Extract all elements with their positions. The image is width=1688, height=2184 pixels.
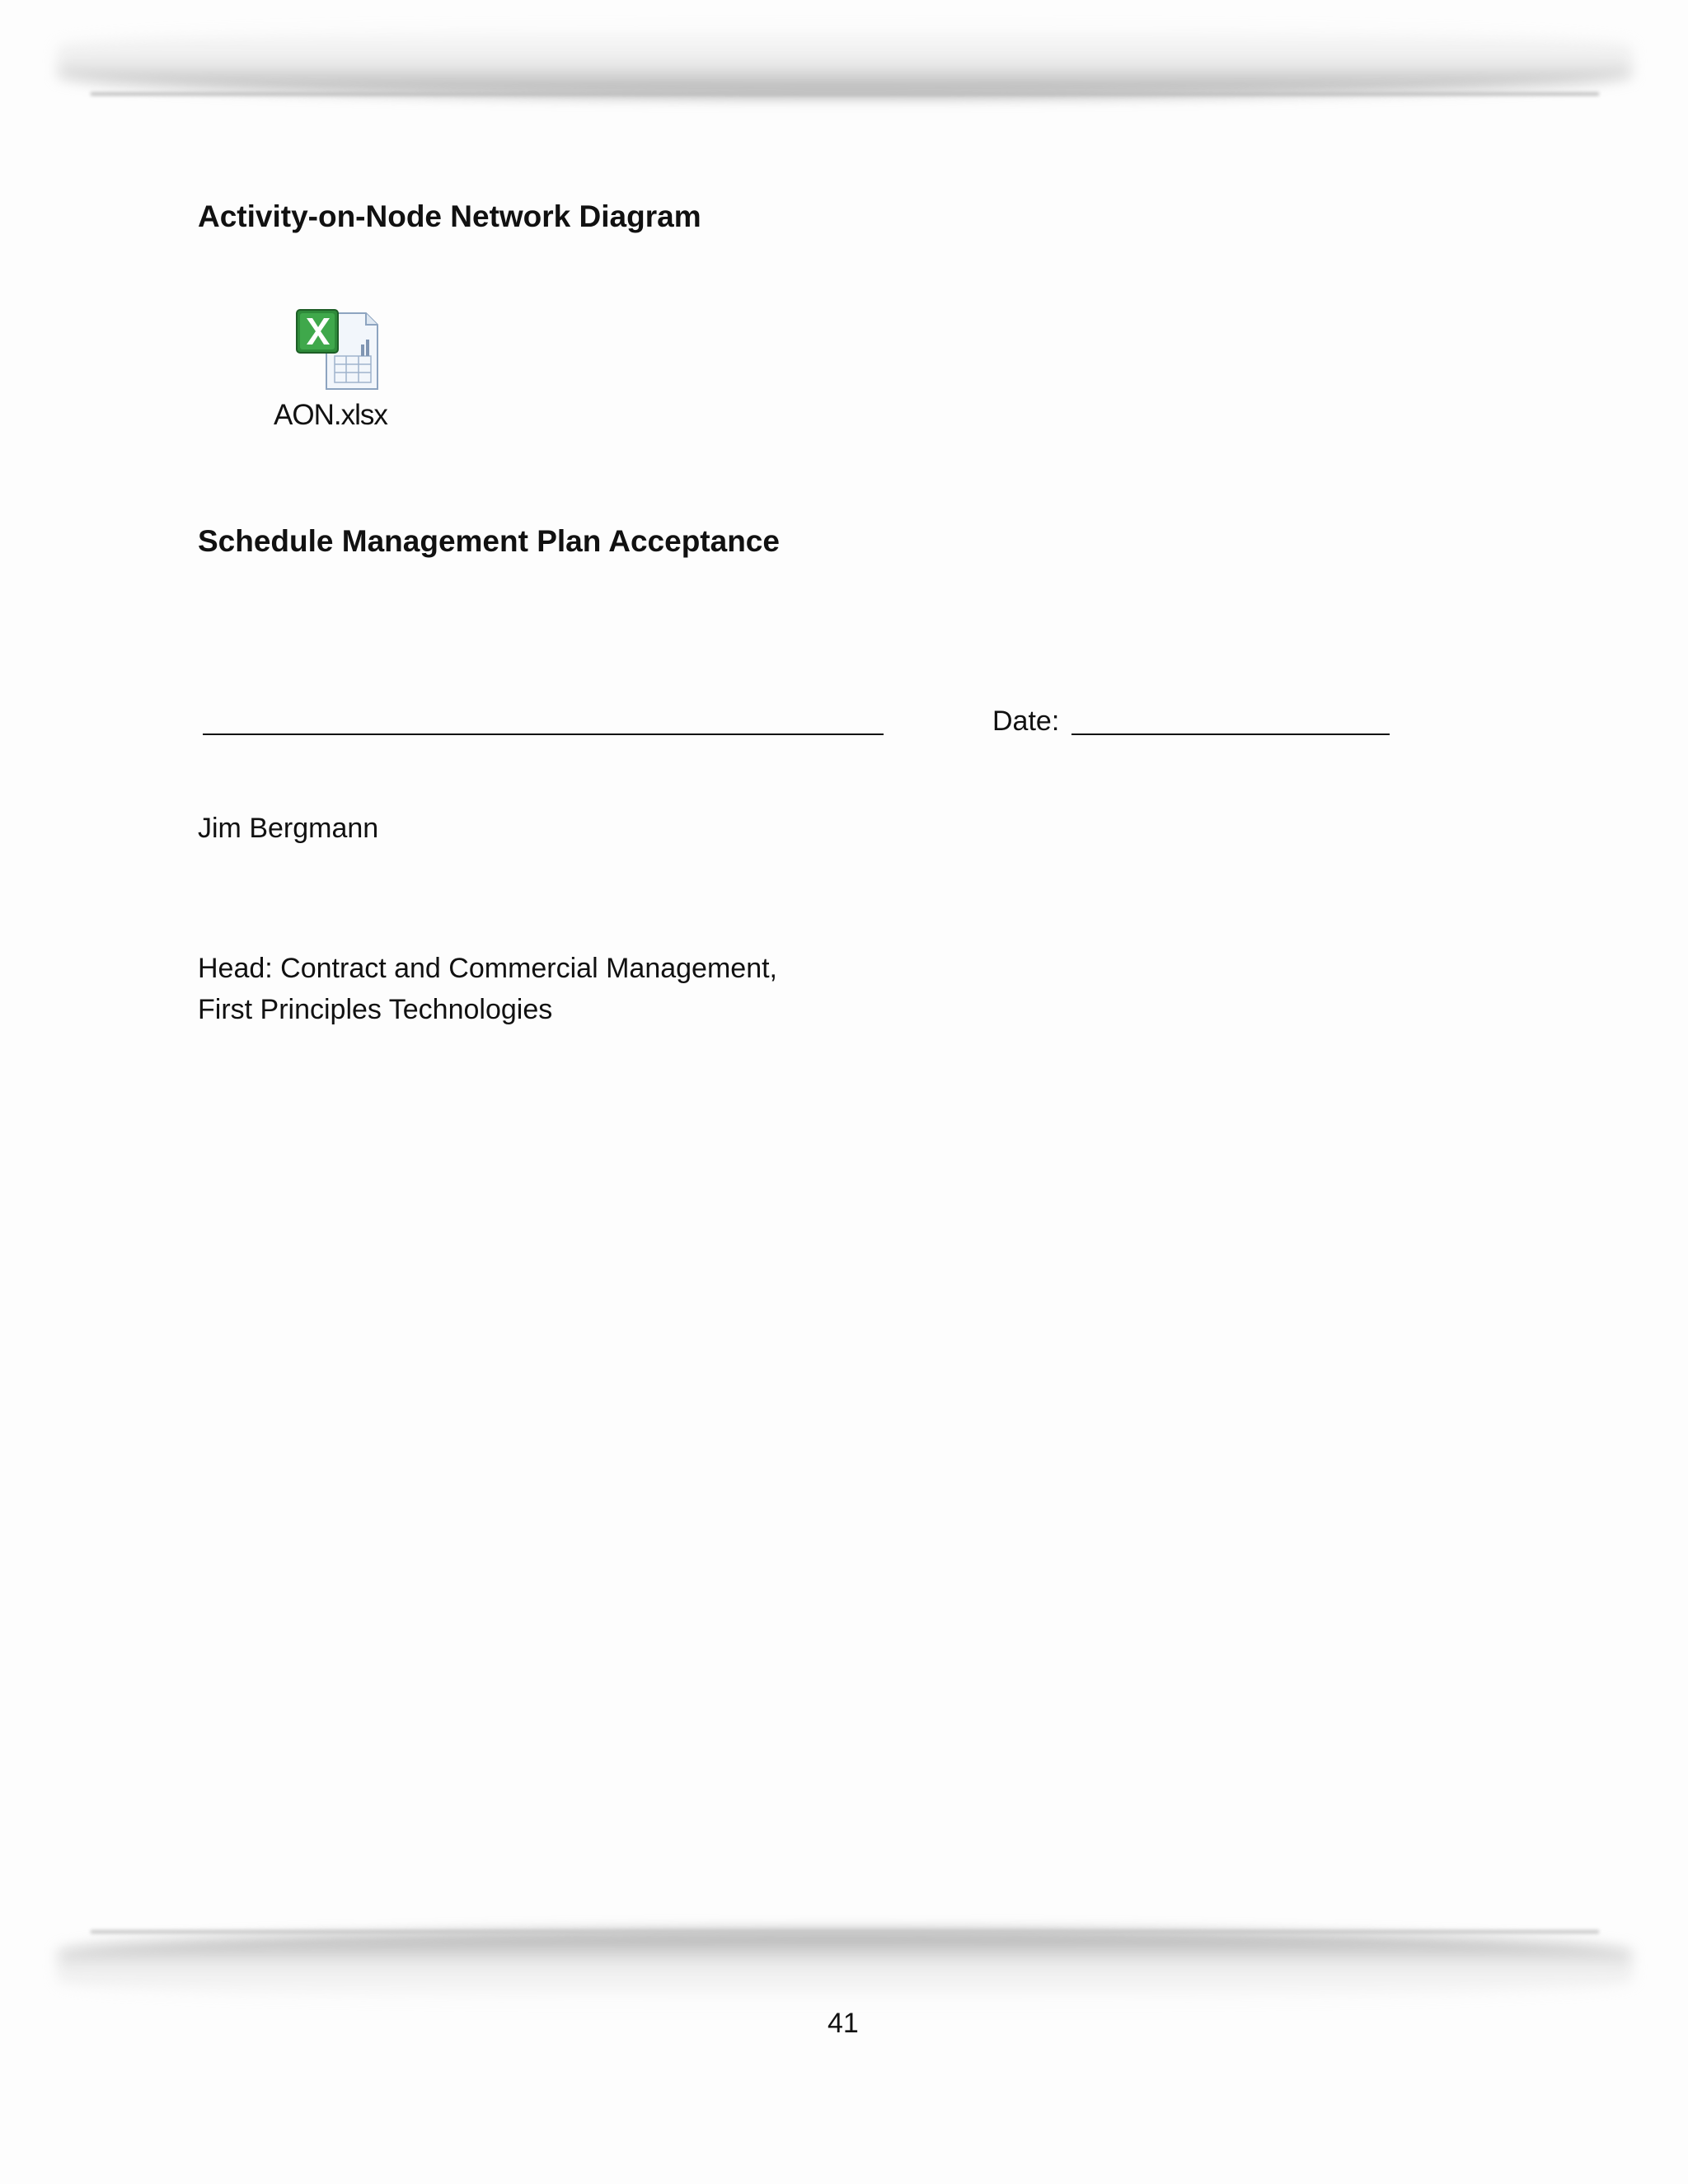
page-bottom-shadow [58,1930,1632,2003]
attachment-file-name[interactable]: AON.xlsx [274,399,387,431]
page-number: 41 [828,2008,859,2039]
excel-file-icon[interactable] [293,307,384,394]
acceptance-section-heading: Schedule Management Plan Acceptance [198,524,780,558]
page-top-shadow [58,25,1632,97]
date-label: Date: [992,705,1060,737]
date-line [1071,733,1390,735]
signature-line [203,733,884,735]
page-bottom-edge [91,1930,1599,1933]
page-top-edge [91,92,1599,96]
signer-title-line2: First Principles Technologies [198,994,553,1025]
diagram-section-heading: Activity-on-Node Network Diagram [198,199,701,233]
signer-title-line1: Head: Contract and Commercial Management, [198,953,777,984]
signer-name: Jim Bergmann [198,813,379,844]
